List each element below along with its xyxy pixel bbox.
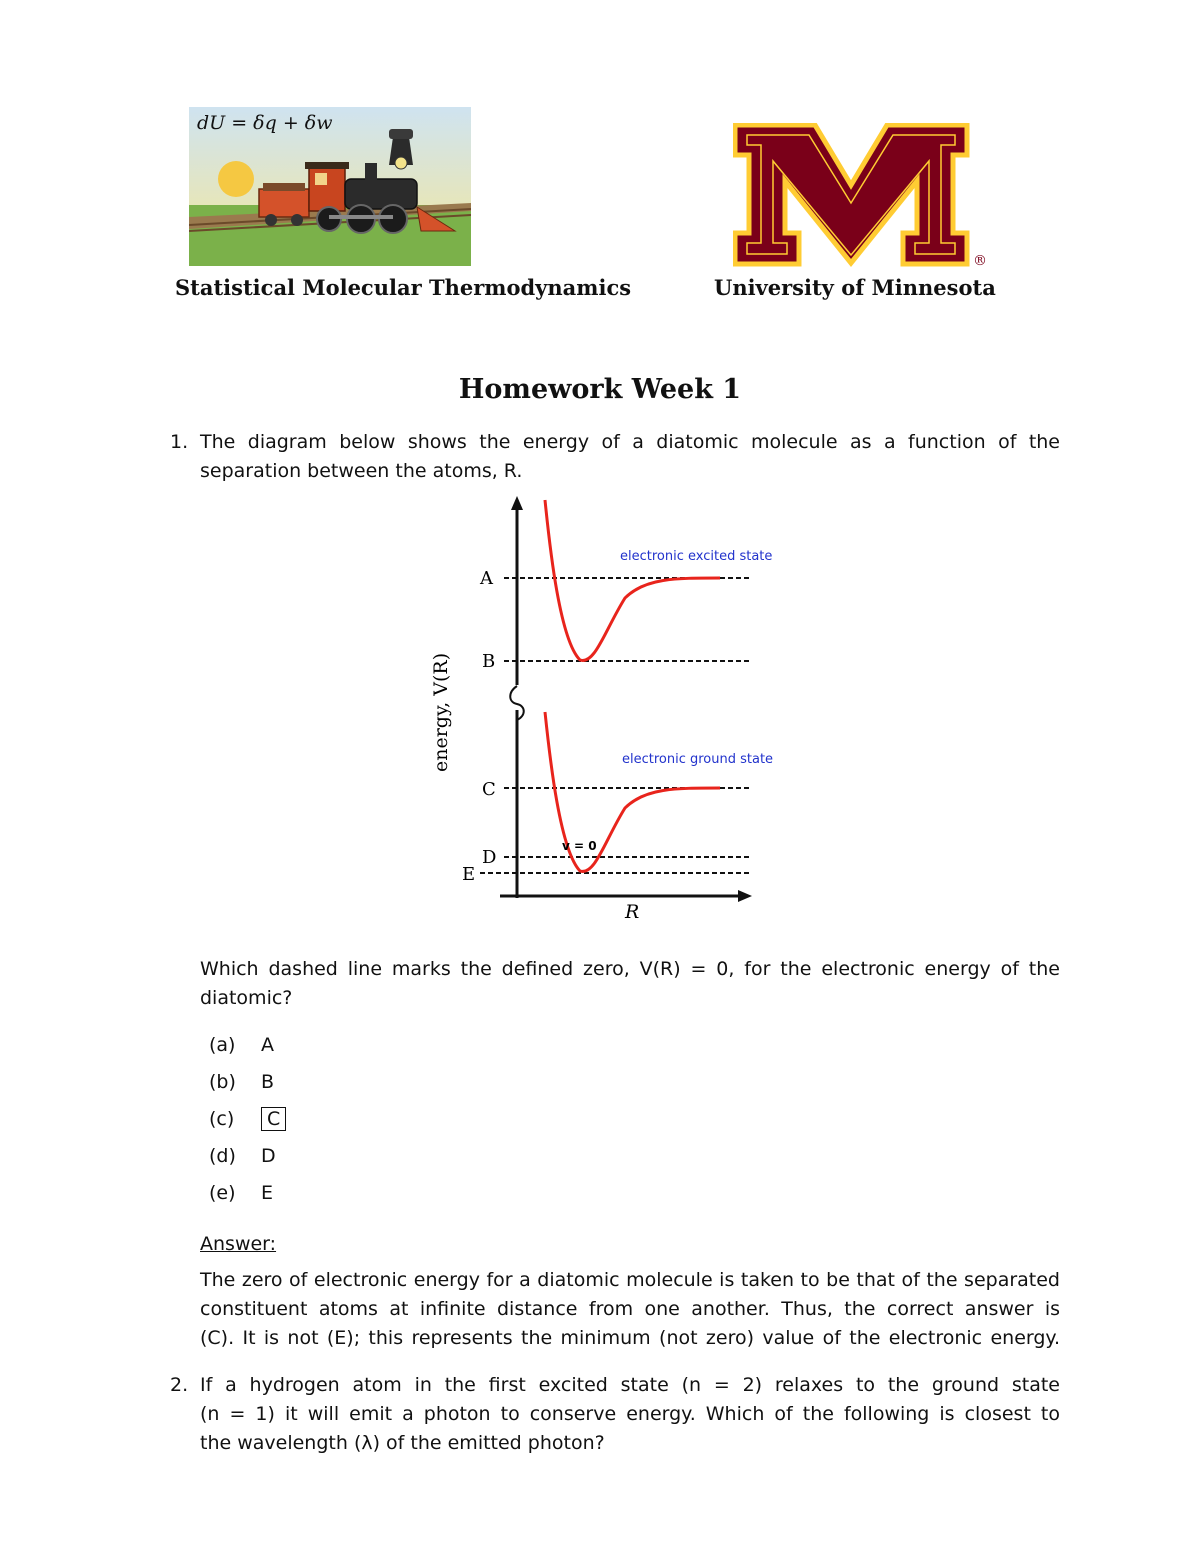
question-2-line-2: (n = 1) it will emit a photon to conserve energy. Which of the following is closest to [200, 1403, 1060, 1425]
option-a-value: A [261, 1034, 275, 1056]
university-caption: University of Minnesota [714, 275, 996, 300]
question-1-number: 1. [170, 431, 189, 453]
question-1-options [209, 1030, 286, 1208]
answer-heading: Answer: [200, 1233, 277, 1255]
option-e-value: E [261, 1182, 274, 1204]
answer-line-1: The zero of electronic energy for a diatomic molecule is taken to be that of the separated [200, 1269, 1060, 1291]
excited-state-label: electronic excited state [620, 549, 773, 564]
logo-equation: dU = δq + δw [197, 112, 333, 134]
registered-mark: ® [973, 253, 987, 269]
question-1-prompt [200, 955, 1060, 1013]
question-1-prompt-line-1: Which dashed line marks the defined zero, V(R) = 0, for the electronic energy of the [200, 958, 1060, 980]
option-a[interactable] [209, 1030, 286, 1060]
option-b[interactable] [209, 1067, 286, 1097]
option-b-value: B [261, 1071, 275, 1093]
energy-diagram [420, 490, 800, 930]
y-axis-arrow-icon [511, 496, 523, 510]
vibrational-level-label: v = 0 [562, 839, 597, 853]
question-1-prompt-line-2: diatomic? [200, 987, 293, 1009]
excited-state-curve [545, 500, 720, 660]
option-b-label: (b) [209, 1071, 236, 1093]
answer-line-2: constituent atoms at infinite distance from one another. Thus, the correct answer is [200, 1298, 1060, 1320]
question-2-line-1: If a hydrogen atom in the first excited state (n = 2) relaxes to the ground state [200, 1374, 1060, 1396]
course-caption: Statistical Molecular Thermodynamics [175, 275, 632, 300]
answer-text [200, 1266, 1060, 1353]
course-logo [189, 107, 471, 266]
x-axis-arrow-icon [738, 890, 752, 902]
page-title: Homework Week 1 [458, 374, 742, 405]
x-axis-label: R [625, 901, 640, 923]
level-label-a: A [480, 568, 493, 589]
university-logo [733, 123, 993, 273]
option-e-label: (e) [209, 1182, 236, 1204]
question-1-stem-line-2: separation between the atoms, R. [200, 460, 523, 482]
answer-line-3: (C). It is not (E); this represents the minimum (not zero) value of the electronic energy. [200, 1327, 1060, 1349]
ground-state-label: electronic ground state [622, 752, 774, 767]
option-e[interactable] [209, 1178, 286, 1208]
option-d[interactable] [209, 1141, 286, 1171]
question-2-stem [200, 1371, 1060, 1458]
option-c[interactable] [209, 1104, 286, 1134]
y-axis-label: energy, V(R) [430, 652, 452, 772]
question-2-number: 2. [170, 1374, 189, 1396]
train-illustration [189, 107, 471, 266]
question-2-line-3: the wavelength (λ) of the emitted photon? [200, 1432, 605, 1454]
level-label-c: C [482, 779, 496, 800]
level-label-e: E [462, 864, 476, 885]
option-d-label: (d) [209, 1145, 236, 1167]
question-1-stem [200, 428, 1060, 486]
level-label-b: B [482, 651, 496, 672]
option-d-value: D [261, 1145, 276, 1167]
option-c-value-selected: C [261, 1107, 286, 1131]
option-a-label: (a) [209, 1034, 236, 1056]
level-label-d: D [482, 847, 497, 868]
option-c-label: (c) [209, 1108, 235, 1130]
question-1-stem-line-1: The diagram below shows the energy of a diatomic molecule as a function of the [200, 431, 1060, 453]
block-m-logo [733, 123, 993, 273]
